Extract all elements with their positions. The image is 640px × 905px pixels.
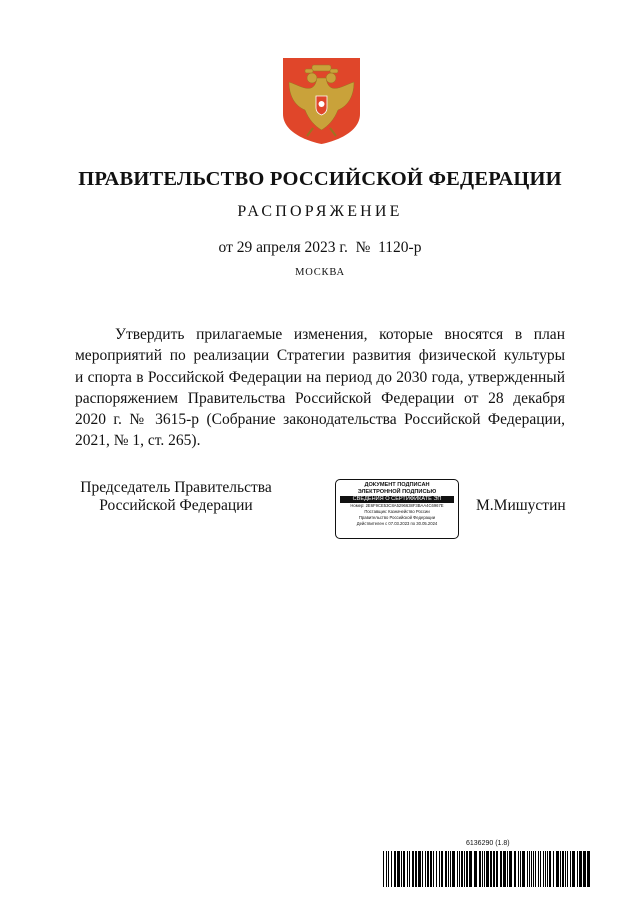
body-line: и спорта в Российской Федерации на период до 2030 года, утвержденный (75, 368, 565, 386)
signer-position (76, 479, 276, 514)
coat-of-arms-icon (281, 56, 362, 146)
stamp-certificate-bar: СВЕДЕНИЯ О СЕРТИФИКАТЕ ЭП (340, 496, 454, 503)
barcode-icon (383, 851, 591, 887)
document-date-number: от 29 апреля 2023 г. № 1120-р (218, 239, 422, 256)
electronic-signature-stamp (335, 479, 459, 539)
order-body-text (75, 324, 565, 452)
stamp-heading-line1: ДОКУМЕНТ ПОДПИСАН (364, 482, 430, 488)
document-code: 6136290 (1.8) (466, 840, 510, 847)
body-line: Утвердить прилагаемые изменения, которые вносятся в план (115, 326, 565, 343)
signer-position-line2: Российской Федерации (99, 496, 253, 514)
document-type: РАСПОРЯЖЕНИЕ (237, 203, 403, 220)
body-line: мероприятий по реализации Стратегии развития физической культуры (75, 347, 565, 365)
stamp-certificate-number: Номер: 2E6F9CE53C8A5296638F3BAA4C6967E (350, 503, 444, 508)
signer-position-line1: Председатель Правительства (80, 479, 272, 496)
stamp-issuer: Правительство Российской Федерации (358, 515, 436, 520)
signer-name: М.Мишустин (476, 497, 566, 514)
stamp-validity: Действителен с 07.03.2023 по 30.05.2024 (356, 521, 438, 526)
document-city: МОСКВА (295, 267, 345, 278)
body-line: распоряжением Правительства Российской Федерации от 28 декабря (75, 389, 565, 407)
body-line: 2021, № 1, ст. 265). (75, 432, 201, 450)
stamp-heading-line2: ЭЛЕКТРОННОЙ ПОДПИСЬЮ (357, 489, 437, 495)
body-line: 2020 г. № 3615-р (Собрание законодательства Российской Федерации, (75, 411, 565, 429)
government-title: ПРАВИТЕЛЬСТВО РОССИЙСКОЙ ФЕДЕРАЦИИ (78, 168, 562, 190)
stamp-owner: Поставщик: Казначейство России (364, 509, 430, 514)
